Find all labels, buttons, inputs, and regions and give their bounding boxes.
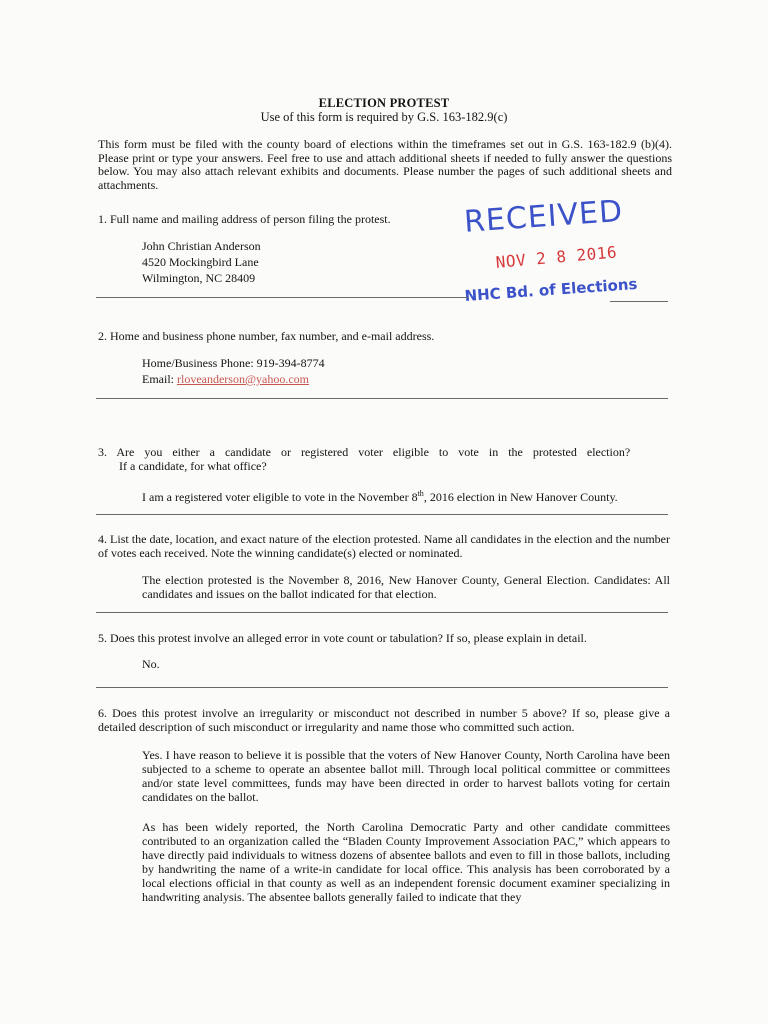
email-link[interactable]: rloveanderson@yahoo.com xyxy=(177,372,310,386)
answer-4: The election protested is the November 8, 2016, New Hanover County, General Election. Candidates: All candidates and issues on the ballot indicated for that election. xyxy=(142,573,670,601)
divider-1 xyxy=(96,297,468,298)
answer-3-text-end: , 2016 election in New Hanover County. xyxy=(423,490,618,504)
phone-number: Home/Business Phone: 919-394-8774 xyxy=(142,356,325,370)
email-label: Email: xyxy=(142,372,177,386)
email-line xyxy=(142,372,670,386)
filer-name: John Christian Anderson xyxy=(142,239,261,253)
divider-2 xyxy=(96,398,668,399)
form-subtitle: Use of this form is required by G.S. 163-182.9(c) xyxy=(260,110,508,124)
answer-3 xyxy=(142,487,670,504)
question-3-line2: If a candidate, for what office? xyxy=(119,459,267,473)
divider-3 xyxy=(96,514,668,515)
answer-6-paragraph-1: Yes. I have reason to believe it is possible that the voters of New Hanover County, North Carolina have been subjected to a scheme to operate an absentee ballot mill. Through local political committee or committees and/or state level committees, funds may have been directed in order to harvest ballots voting for certain candidates on the ballot. xyxy=(142,748,670,804)
form-title: ELECTION PROTEST xyxy=(318,96,450,110)
question-6: 6. Does this protest involve an irregularity or misconduct not described in number 5 above? If so, please give a detailed description of such misconduct or irregularity and name those who committed such action. xyxy=(98,706,670,734)
received-stamp-office: NHC Bd. of Elections xyxy=(464,274,639,305)
question-3: 3. Are you either a candidate or registered voter eligible to vote in the protested election? xyxy=(98,445,631,459)
question-4: 4. List the date, location, and exact nature of the election protested. Name all candidates in the election and the number of votes each received. Note the winning candidate(s) elected or nominated. xyxy=(98,532,670,560)
question-2: 2. Home and business phone number, fax number, and e-mail address. xyxy=(98,329,435,343)
filer-street: 4520 Mockingbird Lane xyxy=(142,255,259,269)
question-1: 1. Full name and mailing address of person filing the protest. xyxy=(98,212,391,226)
received-stamp-date: NOV 2 8 2016 xyxy=(495,242,618,272)
divider-1b xyxy=(610,301,668,302)
answer-6-paragraph-2: As has been widely reported, the North Carolina Democratic Party and other candidate committees contributed to an organization called the “Bladen County Improvement Association PAC,” which appears to have directly paid individuals to witness dozens of absentee ballots and even to fill in those ballots, including by handwriting the name of a write-in candidate for local office. This analysis has been corroborated by a local elections official in that county as well as an independent forensic document examiner specializing in handwriting analysis. The absentee ballots generally failed to indicate that they xyxy=(142,820,670,904)
answer-5: No. xyxy=(142,657,160,671)
answer-3-sup: th xyxy=(417,489,424,498)
form-instructions: This form must be filed with the county board of elections within the timeframes set out in G.S. 163-182.9 (b)(4). Please print or type your answers. Feel free to use and attach additional sheets if needed to fully answer the questions below. You may also attach relevant exhibits and documents. Please number the pages of such additional sheets and attachments. xyxy=(98,137,672,192)
divider-5 xyxy=(96,687,668,688)
question-5: 5. Does this protest involve an alleged error in vote count or tabulation? If so, please explain in detail. xyxy=(98,631,587,645)
answer-3-text: I am a registered voter eligible to vote in the November 8 xyxy=(142,490,418,504)
filer-city: Wilmington, NC 28409 xyxy=(142,271,256,285)
divider-4 xyxy=(96,612,668,613)
received-stamp: RECEIVED xyxy=(463,193,625,240)
